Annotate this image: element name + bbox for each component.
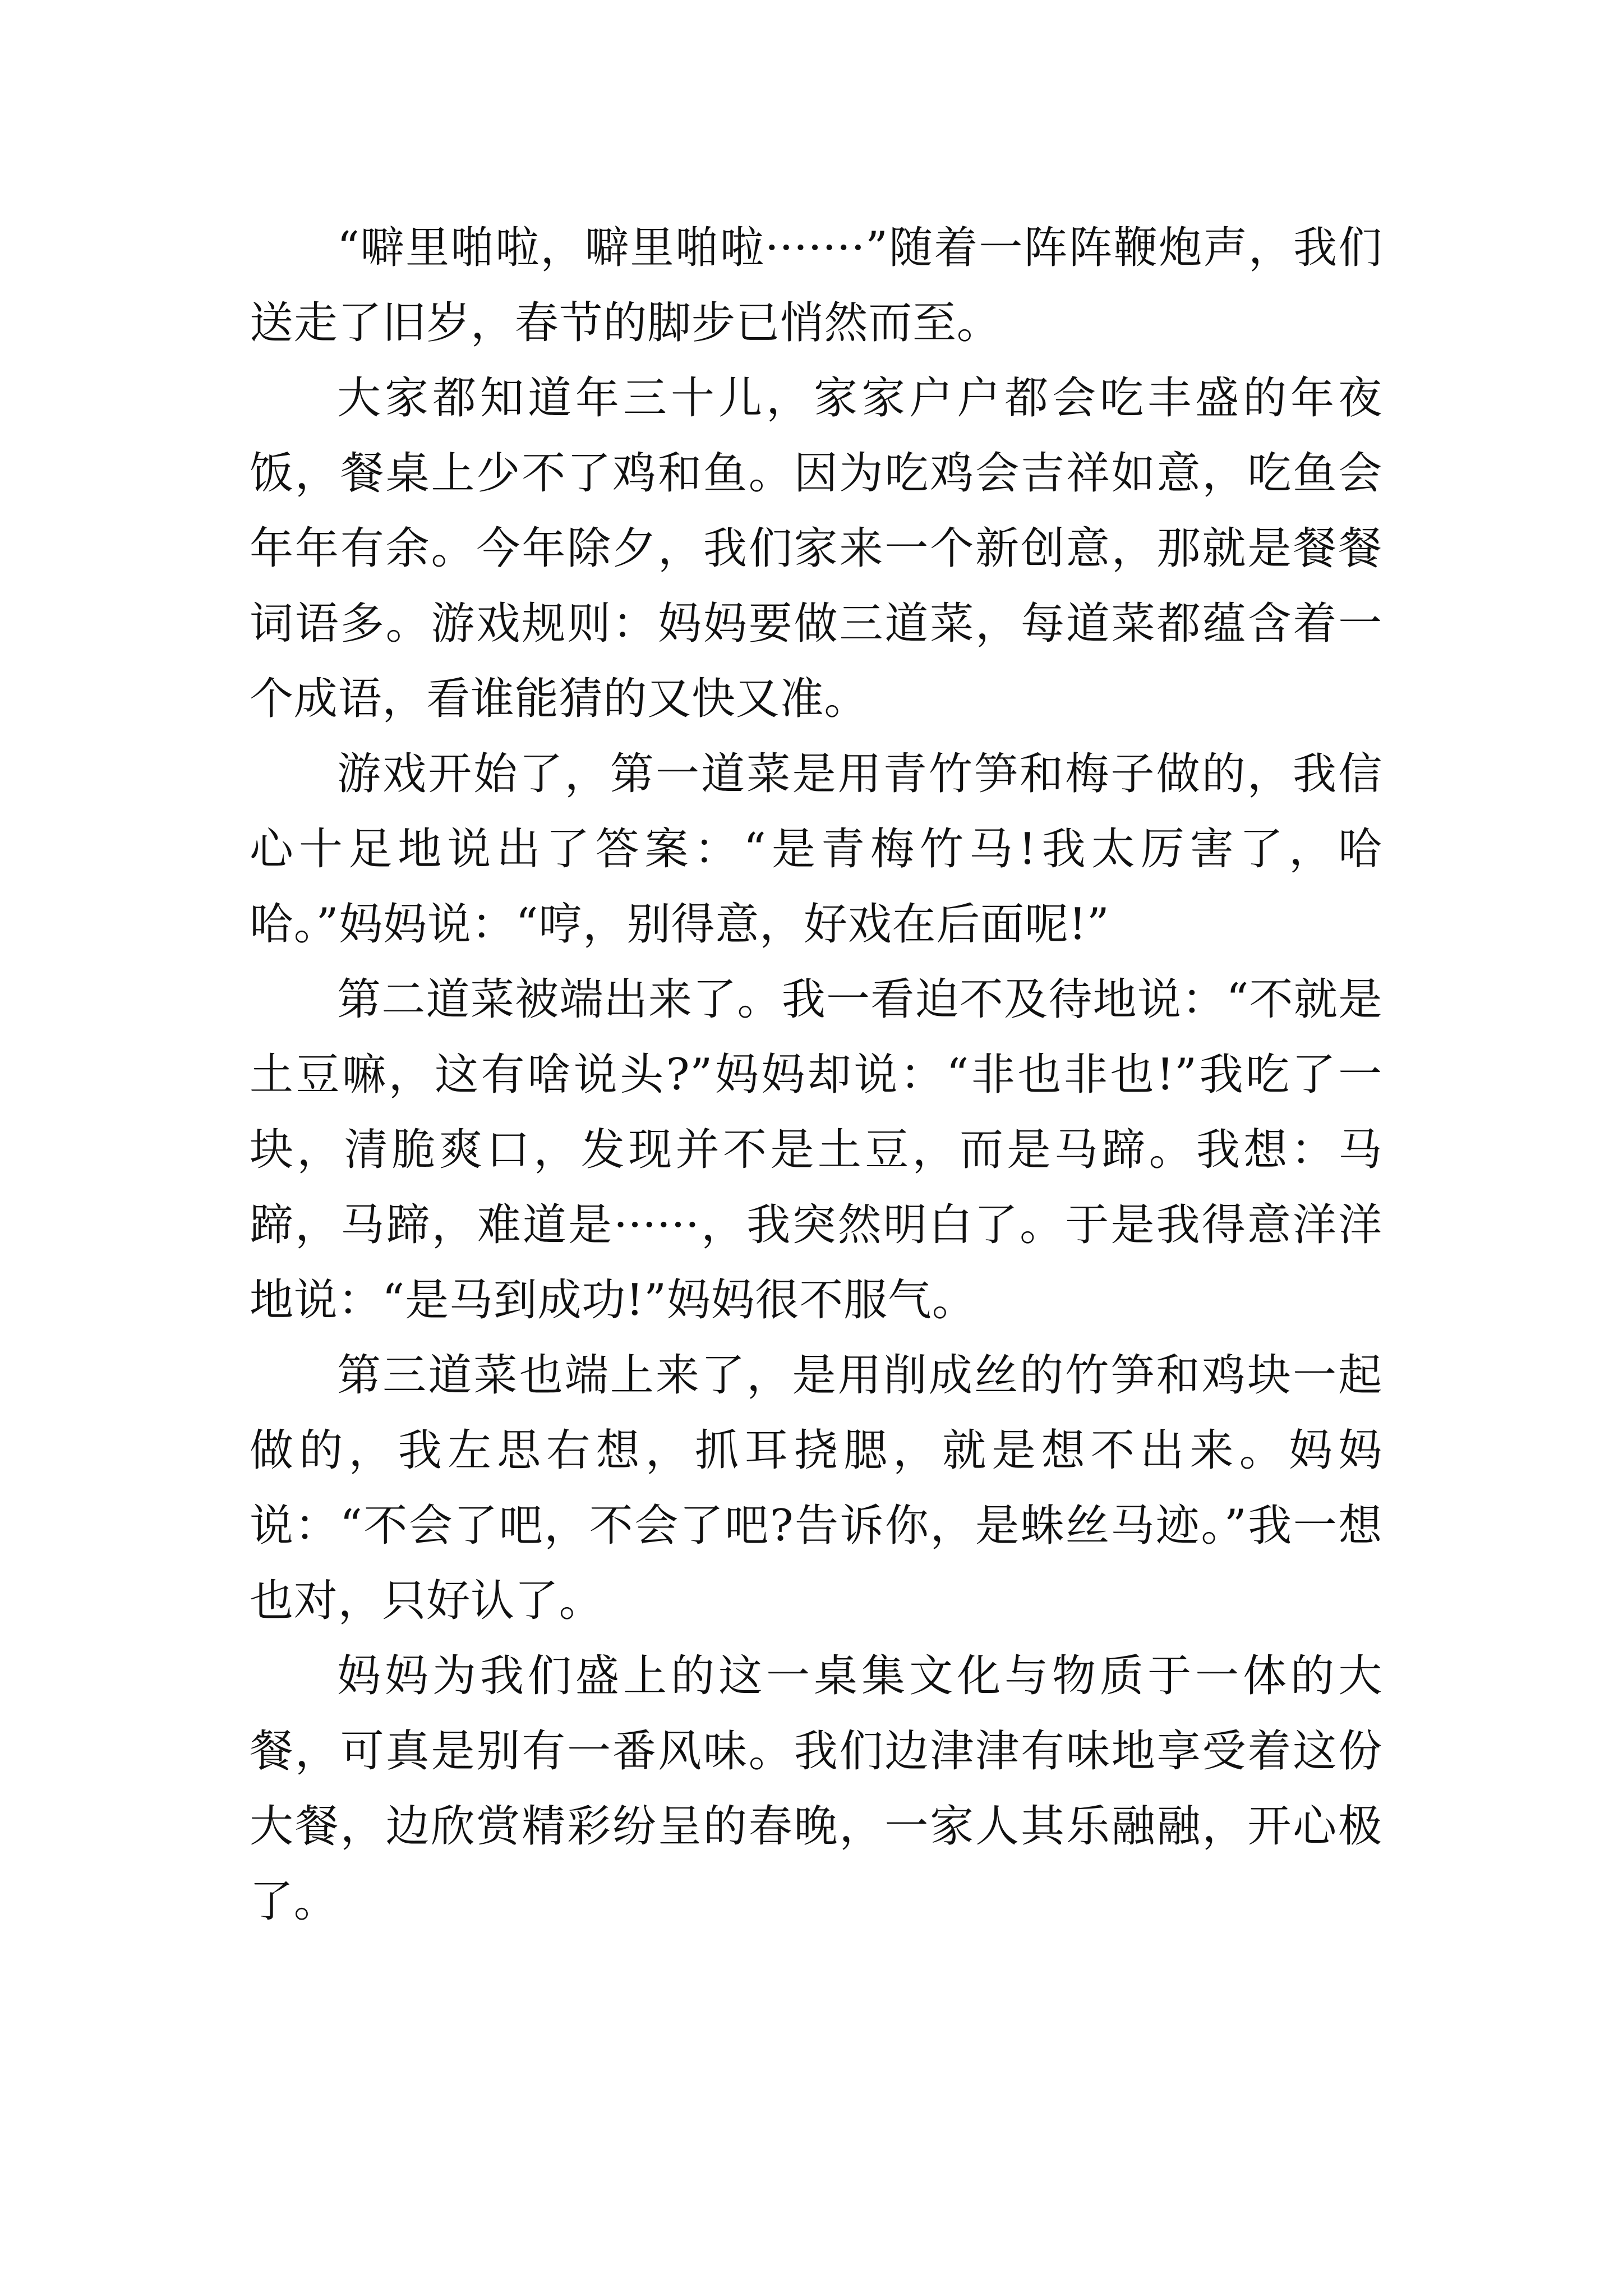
paragraph-1: “噼里啪啦，噼里啪啦·······”随着一阵阵鞭炮声，我们送走了旧岁，春节的脚步已悄然而至。 xyxy=(250,223,1382,348)
paragraph-5: 第三道菜也端上来了，是用削成丝的竹笋和鸡块一起做的，我左思右想，抓耳挠腮，就是想不出来。妈妈说：“不会了吧，不会了吧?告诉你，是蛛丝马迹。”我一想也对，只好认了。 xyxy=(250,1350,1382,1626)
paragraph-6: 妈妈为我们盛上的这一桌集文化与物质于一体的大餐，可真是别有一番风味。我们边津津有味地享受着这份大餐，边欣赏精彩纷呈的春晚，一家人其乐融融，开心极了。 xyxy=(250,1651,1382,1927)
essay-body xyxy=(250,210,1382,1939)
paragraph-3: 游戏开始了，第一道菜是用青竹笋和梅子做的，我信心十足地说出了答案：“是青梅竹马!我太厉害了，哈哈。”妈妈说：“哼，别得意，好戏在后面呢!” xyxy=(250,749,1382,950)
paragraph-2: 大家都知道年三十儿，家家户户都会吃丰盛的年夜饭，餐桌上少不了鸡和鱼。因为吃鸡会吉祥如意，吃鱼会年年有余。今年除夕，我们家来一个新创意，那就是餐餐词语多。游戏规则：妈妈要做三道菜，每道菜都蕴含着一个成语，看谁能猜的又快又准。 xyxy=(250,373,1382,724)
paragraph-4: 第二道菜被端出来了。我一看迫不及待地说：“不就是土豆嘛，这有啥说头?”妈妈却说：“非也非也!”我吃了一块，清脆爽口，发现并不是土豆，而是马蹄。我想：马蹄，马蹄，难道是······，我突然明白了。于是我得意洋洋地说：“是马到成功!”妈妈很不服气。 xyxy=(250,974,1382,1326)
